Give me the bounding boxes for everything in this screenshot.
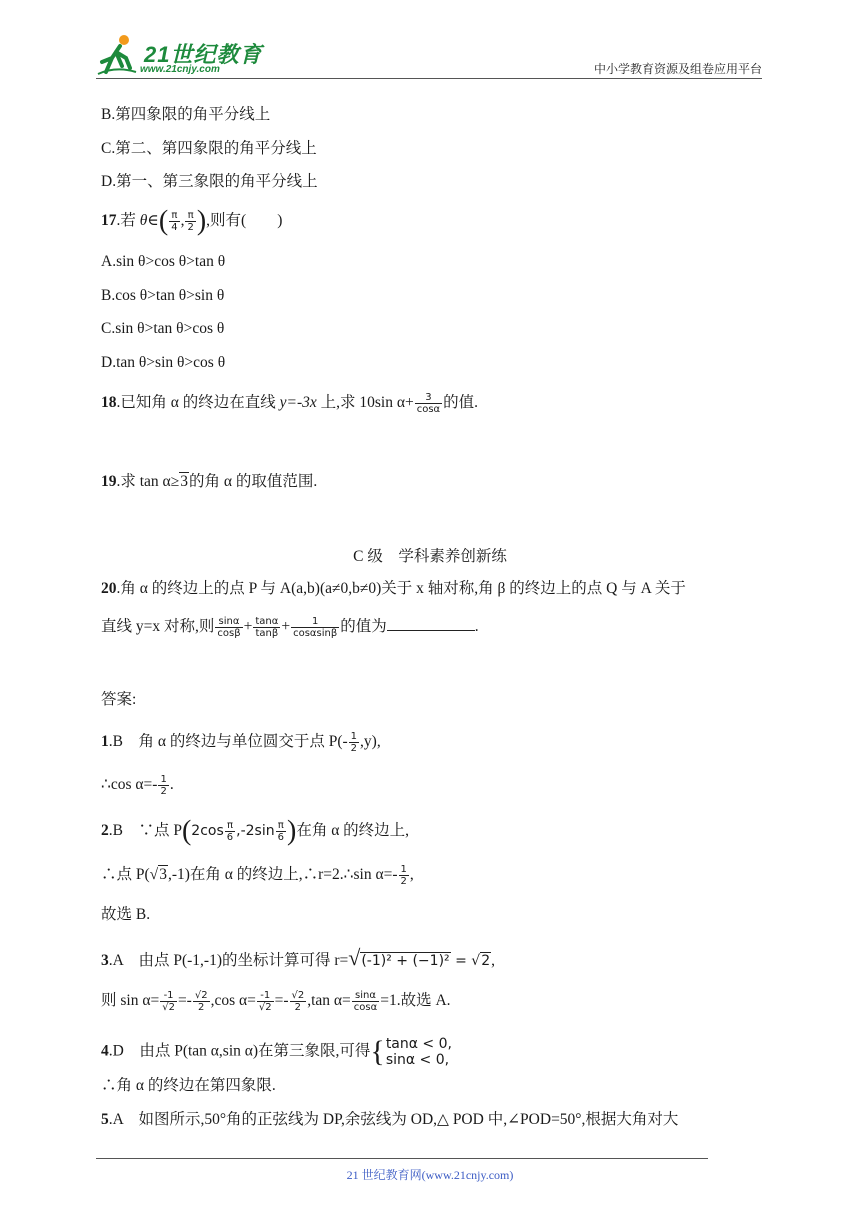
a2-line2: ∴点 P(√3,-1)在角 α 的终边上,∴r=2.∴sin α=- $\frac{1}{2}$ , [101,864,414,887]
q17-option-a: A.sin θ>cos θ>tan θ [101,253,226,270]
a3-fraction-4: $\frac{√2}{2}$ [291,990,305,1013]
a5-line1 [101,1109,678,1131]
a2-text1: .B ∵点 P [108,822,182,840]
a2-fraction-1: $\frac{\pi}{6}$ [226,820,234,843]
a3-eq: = [450,953,472,969]
a3-sqrt2: 2 [481,953,491,969]
a4-line2: ∴角 α 的终边在第四象限. [101,1077,276,1094]
q16-option-b: B.第四象限的角平分线上 [101,106,271,123]
q17-pre: .若 [116,212,140,230]
q20-text: .角 α 的终边上的点 P 与 A(a,b)(a≠0,b≠0)关于 x 轴对称,角 β 的终边上的点 Q 与 A 关于 [116,580,686,597]
a2-part1: 2cos [191,823,224,840]
a1-fraction: $\frac{1}{2}$ [350,731,358,754]
a4-system: tanα < 0, sinα < 0, [385,1036,452,1068]
q20-fraction-2: $\frac{\tan\alpha}{\tan\beta}$ [255,616,279,639]
q20-number: 20 [101,580,117,597]
q18-text3: 的值. [443,394,479,412]
q18-text1: .已知角 α 的终边在直线 [116,394,280,412]
q17-theta: θ [139,212,148,230]
q17-in: ∈ [147,212,159,230]
q20-text3: 的值为 [340,618,387,636]
logo-text: 21世纪教育 [144,42,263,67]
a5-text: .A 如图所示,50°角的正弦线为 DP,余弦线为 OD,△ POD 中,∠POD=50°,根据大角对大 [108,1111,679,1128]
a1-fraction-2: $\frac{1}{2}$ [160,774,167,797]
a2-fraction-3: $\frac{1}{2}$ [400,864,407,887]
a3-minus-1: =- [177,992,192,1010]
a5-number: 5 [101,1111,109,1128]
a3-root: (-1)² + (−1)² [361,953,450,969]
a1-line2 [101,774,174,797]
a1-number: 1 [101,733,109,751]
a3-fraction-3: $\frac{-1}{√2}$ [258,990,272,1013]
q17-fraction-1: $\frac{\pi}{4}$ [171,210,178,233]
footer-divider [96,1158,708,1159]
runner-logo-icon [96,32,140,78]
page-header [96,30,762,80]
footer-link[interactable]: 21 世纪教育网(www.21cnjy.com) [346,1168,514,1182]
a3-fraction-2: $\frac{√2}{2}$ [194,990,208,1013]
a4-number: 4 [101,1042,109,1060]
logo-url: www.21cnjy.com [140,64,220,75]
q16-option-d: D.第一、第三象限的角平分线上 [101,173,318,190]
a2-text2: 在角 α 的终边上, [296,822,410,840]
q19-text1: .求 tan α≥ [116,473,180,490]
q20-text2: 直线 y=x 对称,则 [101,618,215,636]
q16-option-c: C.第二、第四象限的角平分线上 [101,140,317,157]
a3-line2 [101,990,451,1013]
a3-text3: ,cos α= [210,992,256,1010]
q18-stem [101,392,478,415]
a2-line3: 故选 B. [101,906,151,923]
a3-number: 3 [101,952,109,969]
answers-label: 答案: [101,691,137,708]
q20-plus-2: + [281,618,291,636]
q17-option-c: C.sin θ>tan θ>cos θ [101,320,225,337]
q18-fraction: $\frac{3}{\cos\alpha}$ [416,392,441,415]
q20-plus-1: + [243,618,253,636]
q20-line2 [101,616,479,639]
q20-line1 [101,578,686,600]
a3-text4: ,tan α= [307,992,351,1010]
a3-fraction-1: $\frac{-1}{√2}$ [162,990,175,1013]
site-logo [96,30,266,80]
a3-line1: 3.A 由点 P(-1,-1)的坐标计算可得 r=√(-1)² + (−1)² = √2, [101,945,496,970]
a4-text: .D 由点 P(tan α,sin α)在第三象限,可得 [108,1042,371,1060]
header-platform-name: 中小学教育资源及组卷应用平台 [593,62,762,76]
q17-post: ,则有( ) [206,212,283,230]
q18-number: 18 [101,394,117,412]
a3-fraction-5: $\frac{\sin\alpha}{\cos\alpha}$ [353,990,378,1013]
q20-fraction-1: $\frac{\sin\alpha}{\cos\beta}$ [217,616,241,639]
a3-minus-2: =- [274,992,289,1010]
q19-text2: 的角 α 的取值范围. [188,473,318,490]
header-divider [96,78,762,79]
q19-number: 19 [101,473,117,490]
a2-line1: 2.B ∵点 P(2cos $\frac{\pi}{6}$ ,-2sin $\frac{\pi}{6}$ )在角 α 的终边上, [101,815,410,847]
a2-fraction-2: $\frac{\pi}{6}$ [277,820,284,843]
a3-text5: =1.故选 A. [380,992,451,1010]
a4-line1: 4.D 由点 P(tan α,sin α)在第三象限,可得{ tanα < 0, sinα < 0, [101,1035,452,1068]
a1-text4: . [169,776,174,794]
a2-number: 2 [101,822,109,840]
q18-text2: 上,求 10sin α+ [316,394,414,412]
a1-line1 [101,731,381,754]
section-c-title: C 级 学科素养创新练 [353,548,507,565]
a1-text1: .B 角 α 的终边与单位圆交于点 P(- [108,733,348,751]
a2-text4: ,-1)在角 α 的终边上,∴r=2.∴sin α=- [167,866,398,884]
a3-text2: 则 sin α= [101,992,160,1010]
q17-stem: 17.若 θ∈( $\frac{\pi}{4}$ , $\frac{\pi}{2}$ ),则有( ) [101,205,283,237]
a1-text3: ∴cos α=- [101,776,158,794]
q17-number: 17 [101,212,117,230]
q20-answer-blank[interactable] [387,616,475,631]
a2-part2: ,-2sin [236,823,275,840]
a2-text3: ∴点 P( [101,866,150,884]
q18-equation: y=-3x [279,394,317,412]
q17-option-b: B.cos θ>tan θ>sin θ [101,287,225,304]
a2-sqrt: 3 [159,866,167,884]
q19-sqrt: 3 [180,473,188,490]
q19-stem [101,471,317,493]
q17-fraction-2: $\frac{\pi}{2}$ [187,210,194,233]
q20-fraction-3: $\frac{1}{\cos\alpha\sin\beta}$ [293,616,338,639]
q20-end: . [474,618,479,636]
a1-text2: ,y), [360,733,381,751]
a3-end: , [491,952,496,969]
a3-text1: .A 由点 P(-1,-1)的坐标计算可得 r= [108,952,349,969]
q17-option-d: D.tan θ>sin θ>cos θ [101,354,226,371]
a2-text5: , [409,866,414,884]
